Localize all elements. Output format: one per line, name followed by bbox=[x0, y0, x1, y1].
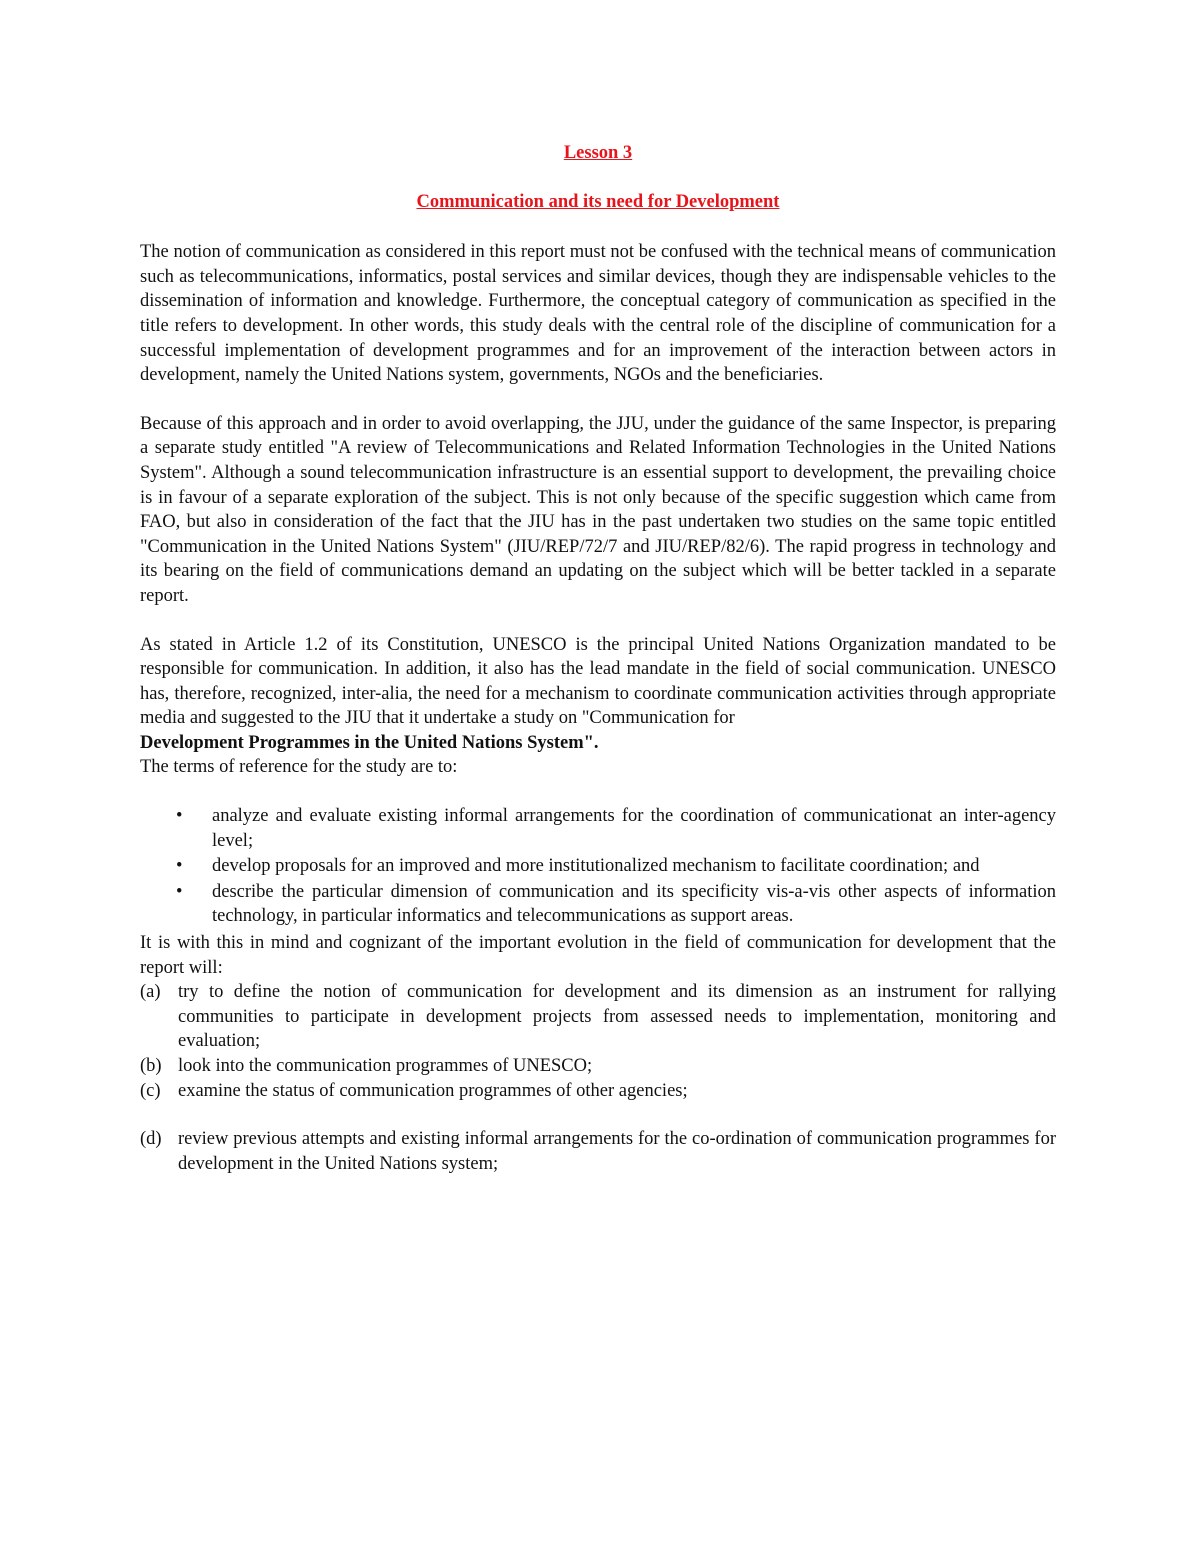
list-item bbox=[140, 854, 1056, 879]
list-marker: (c) bbox=[140, 1080, 161, 1101]
document-title: Communication and its need for Development bbox=[416, 191, 780, 212]
study-title-bold: Development Programmes in the United Nations System". bbox=[140, 732, 599, 753]
bullet-icon: • bbox=[176, 856, 183, 877]
list-item bbox=[140, 1127, 1056, 1176]
paragraph-notion-of-communication: The notion of communication as considered in this report must not be confused with the technical means of communication such as telecommunications, informatics, postal services and similar devices, though they are indispensable vehicles to the dissemination of information and knowledge. Furthermore, the conceptual category of communication as specified in the title refers to development. In other words, this study deals with the central role of the discipline of communication for a successful implementation of development programmes and for an improvement of the interaction between actors in development, namely the United Nations system, governments, NGOs and the beneficiaries. bbox=[140, 242, 1056, 386]
list-marker: (a) bbox=[140, 982, 161, 1003]
list-item-text: look into the communication programmes of UNESCO; bbox=[178, 1056, 593, 1076]
paragraph-terms-of-reference: The terms of reference for the study are to: bbox=[140, 757, 458, 778]
paragraph-report-intro: It is with this in mind and cognizant of the important evolution in the field of communication for development that the report will: bbox=[140, 933, 1056, 978]
paragraph-approach: Because of this approach and in order to avoid overlapping, the JJU, under the guidance of the same Inspector, is preparing a separate study entitled "A review of Telecommunications and Related Information Technologies in the United Nations System". Although a sound telecommunication infrastructure is an essential support to development, the prevailing choice is in favour of a separate exploration of the subject. This is not only because of the specific suggestion which came from FAO, but also in consideration of the fact that the JIU has in the past undertaken two studies on the same topic entitled "Communication in the United Nations System" (JIU/REP/72/7 and JIU/REP/82/6). The rapid progress in technology and its bearing on the field of communications demand an updating on the subject which will be better tackled in a separate report. bbox=[140, 413, 1056, 606]
list-item bbox=[140, 880, 1056, 929]
list-marker: (b) bbox=[140, 1056, 162, 1076]
list-marker: (d) bbox=[140, 1129, 162, 1150]
document-page bbox=[140, 140, 1056, 1176]
report-objectives-list bbox=[140, 980, 1056, 1176]
bullet-icon: • bbox=[176, 881, 183, 902]
list-item-text: describe the particular dimension of communication and its specificity vis-a-vis other aspects of information technology, in particular informatics and telecommunications as support areas. bbox=[212, 881, 1056, 927]
paragraph-unesco-mandate: As stated in Article 1.2 of its Constitution, UNESCO is the principal United Nations Organization mandated to be responsible for communication. In addition, it also has the lead mandate in the field of social communication. UNESCO has, therefore, recognized, inter-alia, the need for a mechanism to coordinate communication activities through appropriate media and suggested to the JIU that it undertake a study on "Communication for bbox=[140, 634, 1056, 729]
terms-of-reference-list bbox=[140, 804, 1056, 929]
list-item-text: examine the status of communication programmes of other agencies; bbox=[178, 1080, 688, 1101]
list-item bbox=[140, 1054, 1056, 1079]
list-item-text: analyze and evaluate existing informal arrangements for the coordination of communicationat an inter-agency level; bbox=[212, 806, 1056, 851]
bullet-icon: • bbox=[176, 806, 183, 827]
list-item bbox=[140, 1079, 1056, 1104]
list-item bbox=[140, 980, 1056, 1054]
list-item bbox=[140, 804, 1056, 853]
list-item-text: review previous attempts and existing informal arrangements for the co-ordination of communication programmes for development in the United Nations system; bbox=[178, 1129, 1056, 1174]
lesson-heading: Lesson 3 bbox=[563, 143, 633, 163]
list-item-text: try to define the notion of communication for development and its dimension as an instrument for rallying communities to participate in development projects from assessed needs to implementation, monitoring and evaluation; bbox=[178, 982, 1056, 1052]
list-item-text: develop proposals for an improved and more institutionalized mechanism to facilitate coordination; and bbox=[212, 856, 980, 877]
